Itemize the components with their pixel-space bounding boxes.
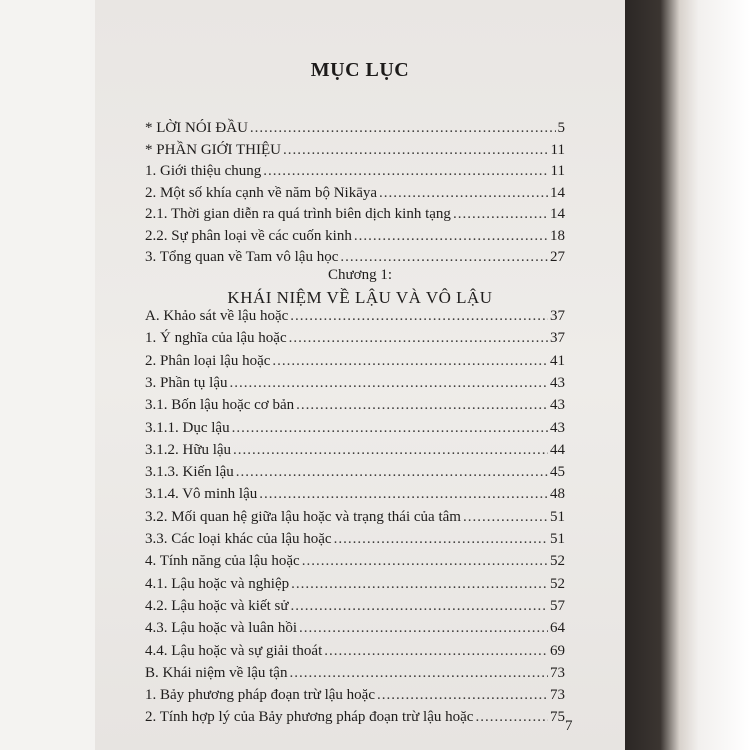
page-title: MỤC LỤC	[310, 59, 410, 81]
toc-entry	[145, 353, 565, 375]
toc-entry-page: 43	[550, 419, 565, 436]
toc-entry	[145, 665, 565, 687]
toc-entry-page: 51	[550, 508, 565, 525]
toc-entry	[145, 509, 565, 531]
toc-entry-label: 1. Ý nghĩa của lậu hoặc	[145, 330, 287, 347]
toc-entry-label: B. Khái niệm về lậu tận	[145, 664, 288, 681]
toc-entry-page: 75	[550, 709, 565, 726]
toc-entry-page: 44	[550, 441, 565, 458]
toc-entry-label: 3. Tổng quan về Tam vô lậu học	[145, 249, 339, 265]
toc-entry-page: 37	[550, 330, 565, 347]
toc-entry	[145, 120, 565, 142]
toc-entry-page: 43	[550, 374, 565, 391]
toc-leader-dots	[232, 420, 548, 437]
toc-entry	[145, 185, 565, 207]
toc-entry-label: 4.1. Lậu hoặc và nghiệp	[145, 575, 290, 592]
toc-entry	[145, 643, 565, 665]
toc-entry-label: 2. Một số khía cạnh về năm bộ Nikāya	[145, 184, 378, 201]
chapter-number: Chương 1:	[328, 267, 392, 283]
toc-leader-dots	[230, 375, 549, 392]
toc-leader-dots	[379, 185, 548, 202]
toc-entry-label: 4. Tính năng của lậu hoặc	[145, 553, 300, 570]
toc-entry	[145, 206, 565, 228]
toc-leader-dots	[291, 598, 548, 615]
toc-entry-label: 3.1.2. Hữu lậu	[145, 441, 232, 458]
toc-entry-label: * LỜI NÓI ĐẦU	[145, 120, 248, 136]
toc-entry-page: 14	[550, 184, 565, 201]
toc-entry-label: 3.1.3. Kiến lậu	[145, 464, 234, 481]
toc-entry	[145, 442, 565, 464]
toc-entry-page: 48	[550, 486, 565, 503]
toc-leader-dots	[283, 142, 549, 159]
toc-entry-page: 27	[550, 249, 565, 265]
toc-leader-dots	[259, 486, 548, 503]
toc-entry-label: 2. Phân loại lậu hoặc	[145, 352, 271, 369]
toc-entry-label: A. Khảo sát về lậu hoặc	[145, 308, 289, 324]
toc-entry-page: 11	[550, 141, 565, 158]
toc-entry-label: 4.4. Lậu hoặc và sự giải thoát	[145, 642, 323, 659]
toc-entry-label: 4.2. Lậu hoặc và kiết sử	[145, 597, 289, 614]
toc-entry-label: 3.2. Mối quan hệ giữa lậu hoặc và trạng thái của tâm	[145, 508, 461, 525]
toc-entry-page: 18	[550, 227, 565, 244]
book-page	[95, 0, 625, 750]
toc-entry	[145, 420, 565, 442]
toc-entry	[145, 553, 565, 575]
toc-entry-page: 73	[550, 687, 565, 704]
toc-leader-dots	[233, 442, 548, 459]
toc-entry-label: 2.1. Thời gian diễn ra quá trình biên dịch kinh tạng	[145, 206, 451, 222]
toc-leader-dots	[475, 709, 548, 726]
toc-entry-page: 5	[557, 120, 565, 136]
toc-entry	[145, 375, 565, 397]
toc-leader-dots	[302, 553, 548, 570]
toc-entry	[145, 397, 565, 419]
toc-entry-page: 11	[550, 163, 565, 179]
toc-leader-dots	[354, 228, 548, 245]
toc-leader-dots	[296, 397, 548, 414]
toc-entry-label: 3.1.1. Dục lậu	[145, 419, 230, 436]
toc-leader-dots	[236, 464, 548, 481]
toc-leader-dots	[272, 353, 548, 370]
toc-leader-dots	[291, 576, 548, 593]
toc-entry-page: 52	[550, 575, 565, 592]
toc-entry-page: 69	[550, 642, 565, 659]
toc-leader-dots	[299, 620, 548, 637]
toc-entry-label: 1. Bảy phương pháp đoạn trừ lậu hoặc	[145, 687, 375, 704]
toc-entry	[145, 486, 565, 508]
toc-leader-dots	[324, 643, 548, 660]
toc-entry	[145, 598, 565, 620]
toc-entry-page: 37	[550, 308, 565, 324]
toc-entry-page: 64	[550, 620, 565, 637]
toc-leader-dots	[263, 163, 548, 180]
toc-leader-dots	[290, 308, 548, 325]
toc-entry-page: 52	[550, 553, 565, 570]
toc-entry-page: 41	[550, 352, 565, 369]
chapter-title: KHÁI NIỆM VỀ LẬU VÀ VÔ LẬU	[227, 288, 493, 307]
toc-entry-label: 3.1.4. Vô minh lậu	[145, 486, 258, 503]
toc-leader-dots	[334, 531, 548, 548]
toc-entry-page: 43	[550, 397, 565, 414]
toc-entry-page: 57	[550, 597, 565, 614]
toc-entry-label: 3. Phần tụ lậu	[145, 374, 228, 391]
toc-entry-label: * PHẦN GIỚI THIỆU	[145, 141, 281, 158]
toc-entry-page: 51	[550, 531, 565, 547]
toc-leader-dots	[340, 249, 548, 266]
toc-entry	[145, 308, 565, 330]
toc-leader-dots	[250, 120, 556, 137]
toc-entry-page: 14	[550, 206, 565, 222]
toc-entry-label: 1. Giới thiệu chung	[145, 163, 262, 179]
toc-entry	[145, 531, 565, 553]
toc-leader-dots	[289, 665, 548, 682]
toc-leader-dots	[377, 687, 548, 704]
toc-entry	[145, 142, 565, 164]
toc-entry	[145, 687, 565, 709]
toc-entry-label: 2. Tính hợp lý của Bảy phương pháp đoạn trừ lậu hoặc	[145, 709, 474, 726]
toc-entry	[145, 620, 565, 642]
toc-entry-label: 4.3. Lậu hoặc và luân hồi	[145, 620, 298, 637]
toc-entry-label: 3.1. Bốn lậu hoặc cơ bản	[145, 397, 295, 414]
toc-entry-label: 3.3. Các loại khác của lậu hoặc	[145, 531, 332, 547]
toc-entry	[145, 576, 565, 598]
toc-entry	[145, 228, 565, 250]
page-number: 7	[565, 718, 573, 734]
toc-leader-dots	[289, 330, 548, 347]
toc-entry	[145, 709, 565, 731]
toc-entry	[145, 330, 565, 352]
toc-entry-label: 2.2. Sự phân loại về các cuốn kinh	[145, 227, 352, 244]
toc-leader-dots	[453, 206, 548, 223]
background-left	[0, 0, 95, 750]
toc-entry-page: 73	[550, 664, 565, 681]
toc-entry-page: 45	[550, 464, 565, 481]
toc-leader-dots	[463, 509, 548, 526]
toc-entry	[145, 163, 565, 185]
background-right	[622, 0, 750, 750]
toc-entry	[145, 464, 565, 486]
